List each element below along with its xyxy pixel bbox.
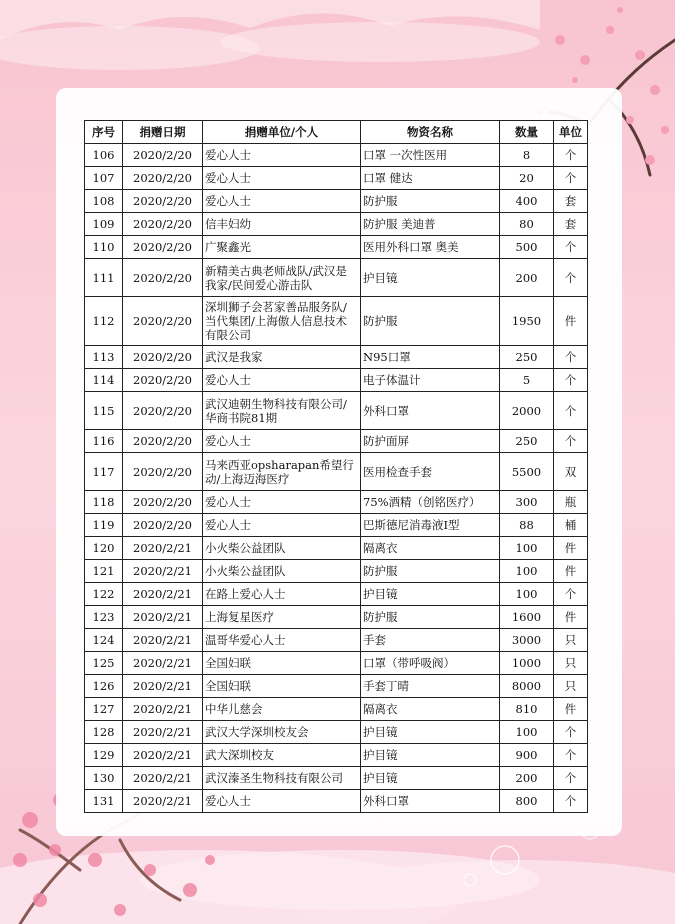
- cell-date: 2020/2/20: [123, 190, 203, 213]
- cell-unit: 个: [554, 430, 588, 453]
- cell-qty: 88: [500, 514, 554, 537]
- cell-donor: 爱心人士: [203, 190, 361, 213]
- cell-date: 2020/2/20: [123, 392, 203, 430]
- cell-no: 125: [85, 652, 123, 675]
- cell-date: 2020/2/21: [123, 790, 203, 813]
- cell-qty: 100: [500, 537, 554, 560]
- cell-donor: 全国妇联: [203, 652, 361, 675]
- cell-unit: 个: [554, 259, 588, 297]
- cell-qty: 20: [500, 167, 554, 190]
- cell-date: 2020/2/20: [123, 514, 203, 537]
- cell-donor: 武汉是我家: [203, 346, 361, 369]
- cell-unit: 个: [554, 346, 588, 369]
- cell-no: 109: [85, 213, 123, 236]
- cell-item: 电子体温计: [361, 369, 500, 392]
- cell-unit: 个: [554, 767, 588, 790]
- table-row: [85, 629, 588, 652]
- cell-qty: 250: [500, 430, 554, 453]
- cell-no: 114: [85, 369, 123, 392]
- header-qty: 数量: [500, 121, 554, 144]
- cell-no: 126: [85, 675, 123, 698]
- cell-item: 护目镜: [361, 259, 500, 297]
- table-row: [85, 213, 588, 236]
- cell-date: 2020/2/21: [123, 606, 203, 629]
- cell-qty: 300: [500, 491, 554, 514]
- cell-date: 2020/2/21: [123, 744, 203, 767]
- cell-donor: 中华儿慈会: [203, 698, 361, 721]
- cell-donor: 上海复星医疗: [203, 606, 361, 629]
- cell-unit: 个: [554, 583, 588, 606]
- cell-no: 122: [85, 583, 123, 606]
- cell-unit: 只: [554, 675, 588, 698]
- cell-item: 75%酒精（创铭医疗）: [361, 491, 500, 514]
- cell-date: 2020/2/20: [123, 259, 203, 297]
- table-row: [85, 259, 588, 297]
- table-row: [85, 514, 588, 537]
- cell-no: 110: [85, 236, 123, 259]
- cell-no: 128: [85, 721, 123, 744]
- table-row: [85, 297, 588, 346]
- cell-date: 2020/2/20: [123, 297, 203, 346]
- cell-donor: 广聚鑫光: [203, 236, 361, 259]
- table-header-row: [85, 121, 588, 144]
- cell-donor: 深圳狮子会茗家善品服务队/当代集团/上海傲人信息技术有限公司: [203, 297, 361, 346]
- cell-qty: 2000: [500, 392, 554, 430]
- cell-unit: 件: [554, 297, 588, 346]
- cell-no: 111: [85, 259, 123, 297]
- cell-no: 121: [85, 560, 123, 583]
- cell-unit: 个: [554, 790, 588, 813]
- cell-donor: 小火柴公益团队: [203, 560, 361, 583]
- cell-item: 口罩 一次性医用: [361, 144, 500, 167]
- cell-donor: 新精美古典老师战队/武汉是我家/民间爱心游击队: [203, 259, 361, 297]
- cell-qty: 8000: [500, 675, 554, 698]
- cell-no: 130: [85, 767, 123, 790]
- cell-item: 防护服: [361, 606, 500, 629]
- cell-donor: 武汉溱圣生物科技有限公司: [203, 767, 361, 790]
- cell-qty: 1000: [500, 652, 554, 675]
- cell-qty: 810: [500, 698, 554, 721]
- table-row: [85, 606, 588, 629]
- cell-unit: 只: [554, 652, 588, 675]
- cell-no: 113: [85, 346, 123, 369]
- cell-donor: 全国妇联: [203, 675, 361, 698]
- cell-unit: 个: [554, 392, 588, 430]
- cell-unit: 个: [554, 721, 588, 744]
- cell-donor: 爱心人士: [203, 491, 361, 514]
- cell-no: 108: [85, 190, 123, 213]
- cell-item: N95口罩: [361, 346, 500, 369]
- cell-item: 医用检查手套: [361, 453, 500, 491]
- cell-date: 2020/2/21: [123, 583, 203, 606]
- cell-donor: 武汉大学深圳校友会: [203, 721, 361, 744]
- cell-donor: 马来西亚opsharapan希望行动/上海迈海医疗: [203, 453, 361, 491]
- cell-qty: 1950: [500, 297, 554, 346]
- cell-donor: 信丰妇幼: [203, 213, 361, 236]
- cell-qty: 400: [500, 190, 554, 213]
- cell-qty: 200: [500, 259, 554, 297]
- table-row: [85, 537, 588, 560]
- cell-unit: 个: [554, 744, 588, 767]
- cell-qty: 200: [500, 767, 554, 790]
- table-row: [85, 560, 588, 583]
- cell-unit: 个: [554, 369, 588, 392]
- cell-no: 119: [85, 514, 123, 537]
- cell-no: 118: [85, 491, 123, 514]
- cell-qty: 80: [500, 213, 554, 236]
- cell-date: 2020/2/20: [123, 346, 203, 369]
- cell-no: 112: [85, 297, 123, 346]
- cell-item: 护目镜: [361, 744, 500, 767]
- table-row: [85, 236, 588, 259]
- cell-donor: 小火柴公益团队: [203, 537, 361, 560]
- cell-donor: 武大深圳校友: [203, 744, 361, 767]
- cell-item: 防护服: [361, 190, 500, 213]
- cell-donor: 爱心人士: [203, 144, 361, 167]
- cell-date: 2020/2/21: [123, 629, 203, 652]
- cell-unit: 套: [554, 190, 588, 213]
- cell-donor: 爱心人士: [203, 790, 361, 813]
- cell-item: 护目镜: [361, 583, 500, 606]
- table-row: [85, 392, 588, 430]
- table-row: [85, 698, 588, 721]
- header-unit: 单位: [554, 121, 588, 144]
- cell-unit: 件: [554, 560, 588, 583]
- cell-donor: 爱心人士: [203, 369, 361, 392]
- cell-qty: 3000: [500, 629, 554, 652]
- cell-qty: 1600: [500, 606, 554, 629]
- cell-unit: 件: [554, 606, 588, 629]
- cell-item: 防护面屏: [361, 430, 500, 453]
- cell-no: 117: [85, 453, 123, 491]
- cell-date: 2020/2/21: [123, 698, 203, 721]
- header-date: 捐赠日期: [123, 121, 203, 144]
- cell-date: 2020/2/20: [123, 236, 203, 259]
- cell-donor: 爱心人士: [203, 430, 361, 453]
- table-row: [85, 346, 588, 369]
- cell-date: 2020/2/20: [123, 369, 203, 392]
- cell-qty: 250: [500, 346, 554, 369]
- cell-donor: 爱心人士: [203, 167, 361, 190]
- cell-qty: 100: [500, 721, 554, 744]
- table-row: [85, 583, 588, 606]
- cell-item: 手套丁晴: [361, 675, 500, 698]
- cell-date: 2020/2/21: [123, 721, 203, 744]
- cell-donor: 在路上爱心人士: [203, 583, 361, 606]
- cell-item: 隔离衣: [361, 537, 500, 560]
- cell-item: 防护服: [361, 560, 500, 583]
- table-row: [85, 790, 588, 813]
- table-row: [85, 652, 588, 675]
- table-row: [85, 767, 588, 790]
- cell-donor: 武汉迪朝生物科技有限公司/华商书院81期: [203, 392, 361, 430]
- cell-date: 2020/2/20: [123, 453, 203, 491]
- table-row: [85, 369, 588, 392]
- cell-item: 外科口罩: [361, 392, 500, 430]
- cell-date: 2020/2/20: [123, 491, 203, 514]
- cell-qty: 5: [500, 369, 554, 392]
- header-no: 序号: [85, 121, 123, 144]
- cell-item: 口罩 健达: [361, 167, 500, 190]
- cell-item: 防护服 美迪普: [361, 213, 500, 236]
- cell-date: 2020/2/21: [123, 537, 203, 560]
- cell-unit: 双: [554, 453, 588, 491]
- table-row: [85, 675, 588, 698]
- cell-date: 2020/2/20: [123, 144, 203, 167]
- cell-item: 外科口罩: [361, 790, 500, 813]
- cell-donor: 爱心人士: [203, 514, 361, 537]
- table-row: [85, 491, 588, 514]
- donation-table: [84, 120, 588, 813]
- cell-date: 2020/2/21: [123, 675, 203, 698]
- cell-date: 2020/2/21: [123, 767, 203, 790]
- cell-no: 123: [85, 606, 123, 629]
- cell-no: 116: [85, 430, 123, 453]
- cell-donor: 温哥华爱心人士: [203, 629, 361, 652]
- cell-no: 124: [85, 629, 123, 652]
- cell-qty: 100: [500, 560, 554, 583]
- cell-unit: 件: [554, 537, 588, 560]
- cell-date: 2020/2/20: [123, 430, 203, 453]
- cell-item: 手套: [361, 629, 500, 652]
- cell-item: 隔离衣: [361, 698, 500, 721]
- table-row: [85, 430, 588, 453]
- cell-item: 防护服: [361, 297, 500, 346]
- header-item: 物资名称: [361, 121, 500, 144]
- cell-no: 106: [85, 144, 123, 167]
- table-row: [85, 190, 588, 213]
- table-row: [85, 167, 588, 190]
- cell-qty: 500: [500, 236, 554, 259]
- cell-no: 107: [85, 167, 123, 190]
- cell-date: 2020/2/21: [123, 652, 203, 675]
- cell-no: 115: [85, 392, 123, 430]
- cell-qty: 900: [500, 744, 554, 767]
- cell-unit: 个: [554, 144, 588, 167]
- cell-qty: 5500: [500, 453, 554, 491]
- cell-no: 127: [85, 698, 123, 721]
- cell-item: 口罩（带呼吸阀）: [361, 652, 500, 675]
- cell-qty: 800: [500, 790, 554, 813]
- table-row: [85, 744, 588, 767]
- cell-unit: 只: [554, 629, 588, 652]
- cell-unit: 个: [554, 167, 588, 190]
- table-row: [85, 144, 588, 167]
- cell-no: 129: [85, 744, 123, 767]
- cell-date: 2020/2/20: [123, 167, 203, 190]
- cell-no: 131: [85, 790, 123, 813]
- cell-item: 巴斯德尼消毒液Ⅰ型: [361, 514, 500, 537]
- cell-item: 医用外科口罩 奥美: [361, 236, 500, 259]
- cell-date: 2020/2/21: [123, 560, 203, 583]
- cell-unit: 瓶: [554, 491, 588, 514]
- table-row: [85, 721, 588, 744]
- header-donor: 捐赠单位/个人: [203, 121, 361, 144]
- cell-date: 2020/2/20: [123, 213, 203, 236]
- table-row: [85, 453, 588, 491]
- cell-item: 护目镜: [361, 767, 500, 790]
- cell-unit: 桶: [554, 514, 588, 537]
- cell-unit: 个: [554, 236, 588, 259]
- cell-qty: 8: [500, 144, 554, 167]
- cell-qty: 100: [500, 583, 554, 606]
- cell-item: 护目镜: [361, 721, 500, 744]
- cell-unit: 件: [554, 698, 588, 721]
- cell-unit: 套: [554, 213, 588, 236]
- cell-no: 120: [85, 537, 123, 560]
